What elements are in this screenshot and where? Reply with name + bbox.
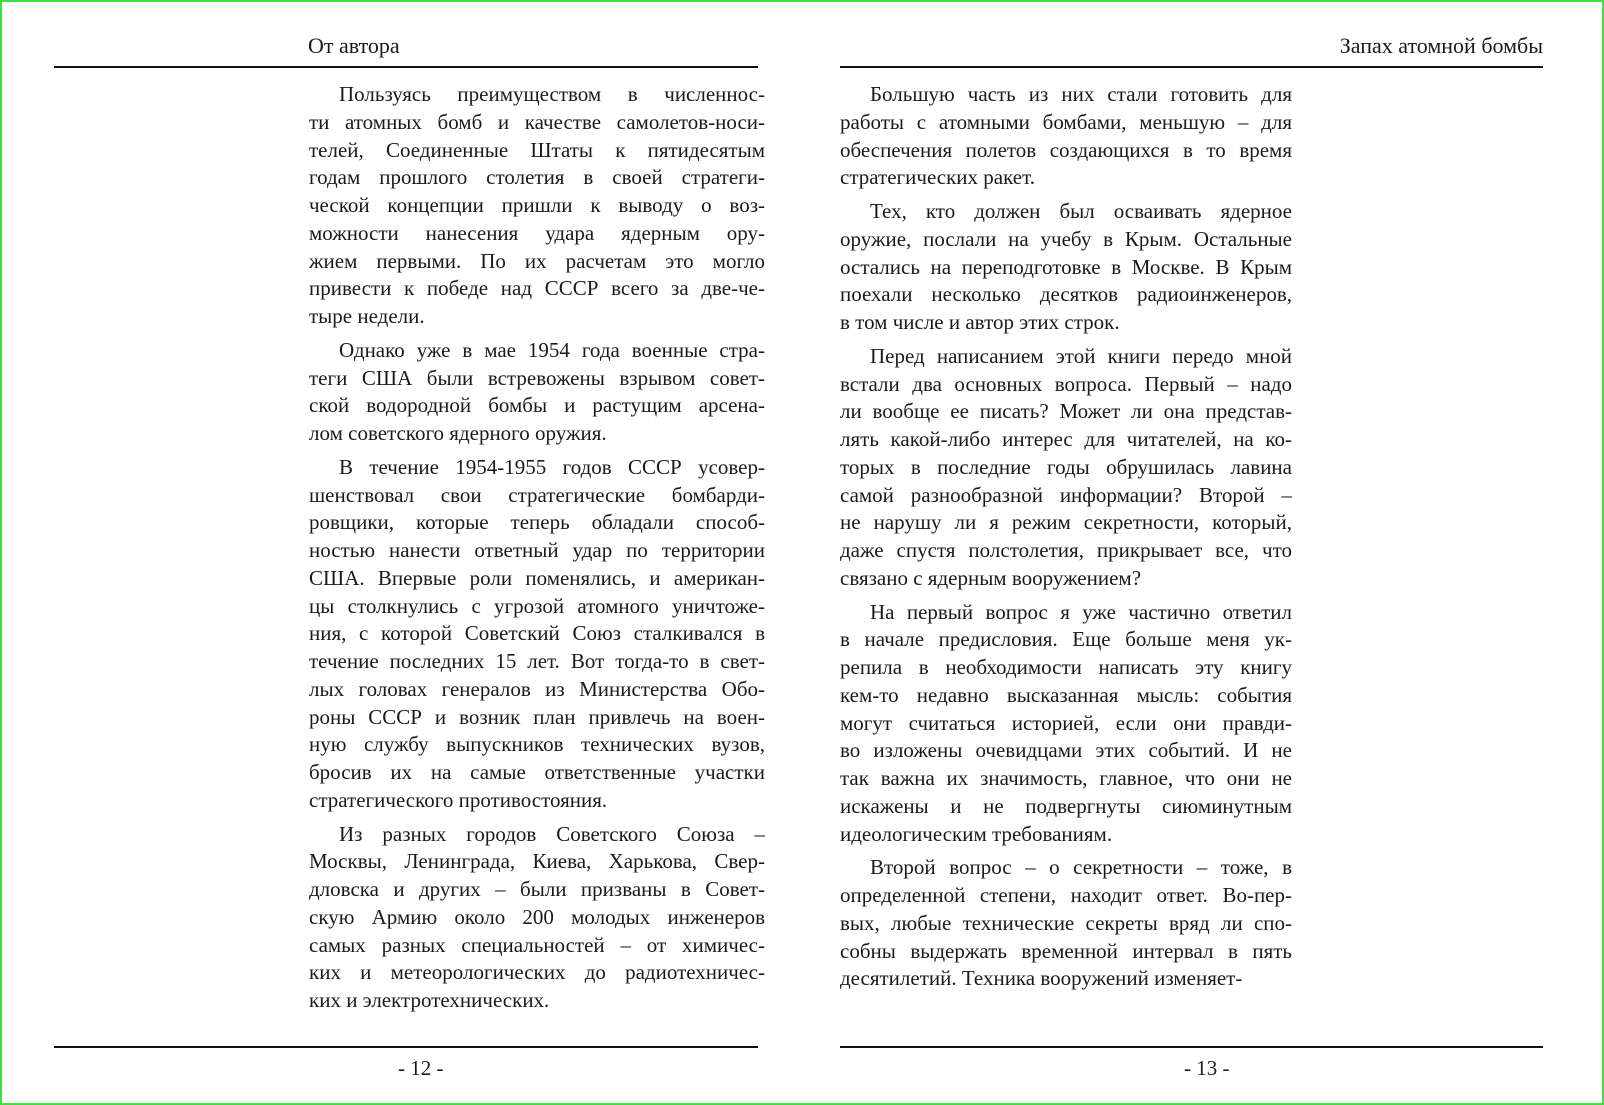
paragraph — [840, 198, 1292, 337]
text-line: в начале предисловия. Еще больше меня ук- — [840, 627, 1292, 652]
text-line: стратегического противостояния. — [309, 787, 608, 812]
text-line: в том числе и автор этих строк. — [840, 310, 1120, 334]
body-text-left — [309, 81, 765, 1021]
text-line: тыре недели. — [309, 304, 425, 328]
text-line: ния, с которой Советский Союз сталкивался в — [309, 621, 765, 646]
text-line: телей, Соединенные Штаты к пятидесятым — [309, 137, 765, 162]
header-rule-left — [54, 66, 758, 68]
text-line: цы столкнулись с угрозой атомного уничтоже- — [309, 593, 765, 618]
text-line: даже спустя полстолетия, прикрывает все, что — [840, 538, 1292, 562]
text-line: Тех, кто должен был осваивать ядерное — [870, 199, 1292, 223]
footer-rule-right — [840, 1046, 1543, 1048]
paragraph — [309, 81, 765, 331]
text-line: собны выдержать временной интервал в пять — [840, 938, 1292, 963]
text-line: бросив их на самые ответственные участки — [309, 760, 765, 784]
paragraph — [840, 81, 1292, 192]
text-line: вых, любые технические секреты вряд ли спо- — [840, 910, 1292, 935]
text-line: Большую часть из них стали готовить для — [870, 82, 1292, 106]
text-line: десятилетий. Техника вооружений изменяет- — [840, 966, 1243, 991]
text-line: ской водородной бомбы и растущим арсена- — [309, 393, 765, 418]
text-line: так важна их значимость, главное, что они не — [840, 766, 1292, 790]
text-line: остались на переподготовке в Москве. В Крым — [840, 254, 1292, 279]
running-header-left: От автора — [308, 33, 400, 58]
text-line: самых разных специальностей – от химичес- — [309, 932, 765, 957]
text-line: встали два основных вопроса. Первый – надо — [840, 371, 1292, 396]
text-line: обеспечения полетов создающихся в то время — [840, 137, 1292, 162]
text-line: не нарушу ли я режим секретности, который, — [840, 510, 1292, 535]
footer-rule-left — [54, 1046, 758, 1048]
text-line: лых головах генералов из Министерства Обо- — [309, 676, 765, 701]
text-line: теги США были встревожены взрывом совет- — [309, 365, 765, 390]
page-number-left: - 12 - — [398, 1056, 444, 1080]
text-line: США. Впервые роли поменялись, и американ- — [309, 565, 765, 590]
text-line: идеологическим требованиям. — [840, 821, 1113, 846]
page-number-right: - 13 - — [1184, 1056, 1230, 1080]
text-line: ческой концепции пришли к выводу о воз- — [309, 193, 765, 217]
paragraph — [840, 343, 1292, 593]
text-line: На первый вопрос я уже частично ответил — [870, 599, 1292, 624]
header-rule-right — [840, 66, 1543, 68]
text-line: ную службу выпускников технических вузов, — [309, 732, 765, 757]
text-line: Москвы, Ленинграда, Киева, Харькова, Свер- — [309, 849, 765, 874]
text-line: ли вообще ее писать? Может ли она представ- — [840, 399, 1292, 424]
text-line: лять какой-либо интерес для читателей, на ко- — [840, 427, 1292, 451]
text-line: жием первыми. По их расчетам это могло — [309, 248, 765, 273]
text-line: кем-то недавно высказанная мысль: события — [840, 682, 1292, 707]
text-line: определенной степени, находит ответ. Во-пер- — [840, 883, 1292, 907]
text-line: связано с ядерным вооружением? — [840, 565, 1142, 590]
paragraph — [840, 599, 1292, 849]
text-line: поехали несколько десятков радиоинженеров, — [840, 282, 1292, 307]
text-line: ти атомных бомб и качестве самолетов-носи- — [309, 109, 765, 134]
text-line: стратегических ракет. — [840, 165, 1035, 190]
text-line: привести к победе над СССР всего за две-че- — [309, 276, 765, 301]
text-line: работы с атомными бомбами, меньшую – для — [840, 109, 1292, 134]
text-line: скую Армию около 200 молодых инженеров — [309, 904, 765, 929]
text-line: Перед написанием этой книги передо мной — [870, 343, 1292, 368]
text-line: лом советского ядерного оружия. — [309, 421, 607, 445]
text-line: ких и электротехнических. — [309, 988, 550, 1012]
text-line: ностью нанести ответный удар по территории — [309, 538, 765, 562]
text-line: во изложены очевидцами этих событий. И не — [840, 738, 1292, 763]
right-page — [800, 0, 1604, 1105]
text-line: искажены и не подвергнуты сиюминутным — [840, 793, 1292, 818]
body-text-right — [840, 81, 1292, 999]
text-line: роны СССР и возник план привлечь на воен- — [309, 704, 765, 729]
paragraph — [309, 337, 765, 448]
paragraph — [840, 854, 1292, 993]
text-line: Из разных городов Советского Союза – — [339, 821, 765, 846]
text-line: ровщики, которые теперь обладали способ- — [309, 510, 765, 535]
text-line: самой разнообразной информации? Второй – — [840, 482, 1292, 507]
left-page — [0, 0, 800, 1105]
paragraph — [309, 821, 765, 1015]
text-line: годам прошлого столетия в своей стратеги- — [309, 165, 765, 190]
text-line: Пользуясь преимуществом в численнос- — [339, 82, 765, 106]
text-line: торых в последние годы обрушилась лавина — [840, 454, 1292, 479]
text-line: течение последних 15 лет. Вот тогда-то в свет- — [309, 649, 765, 673]
text-line: ких и метеорологических до радиотехничес- — [309, 960, 765, 985]
text-line: оружие, послали на учебу в Крым. Остальные — [840, 226, 1292, 251]
text-line: репила в необходимости написать эту книгу — [840, 655, 1292, 679]
text-line: Второй вопрос – о секретности – тоже, в — [870, 855, 1292, 880]
paragraph — [309, 454, 765, 815]
text-line: Однако уже в мае 1954 года военные стра- — [339, 337, 765, 362]
running-header-right: Запах атомной бомбы — [1339, 33, 1543, 58]
text-line: дловска и других – были призваны в Совет- — [309, 877, 765, 901]
text-line: В течение 1954-1955 годов СССР усовер- — [339, 454, 765, 479]
text-line: шенствовал свои стратегические бомбарди- — [309, 482, 765, 507]
text-line: могут считаться историей, если они правди- — [840, 710, 1292, 735]
text-line: можности нанесения удара ядерным ору- — [309, 220, 765, 245]
